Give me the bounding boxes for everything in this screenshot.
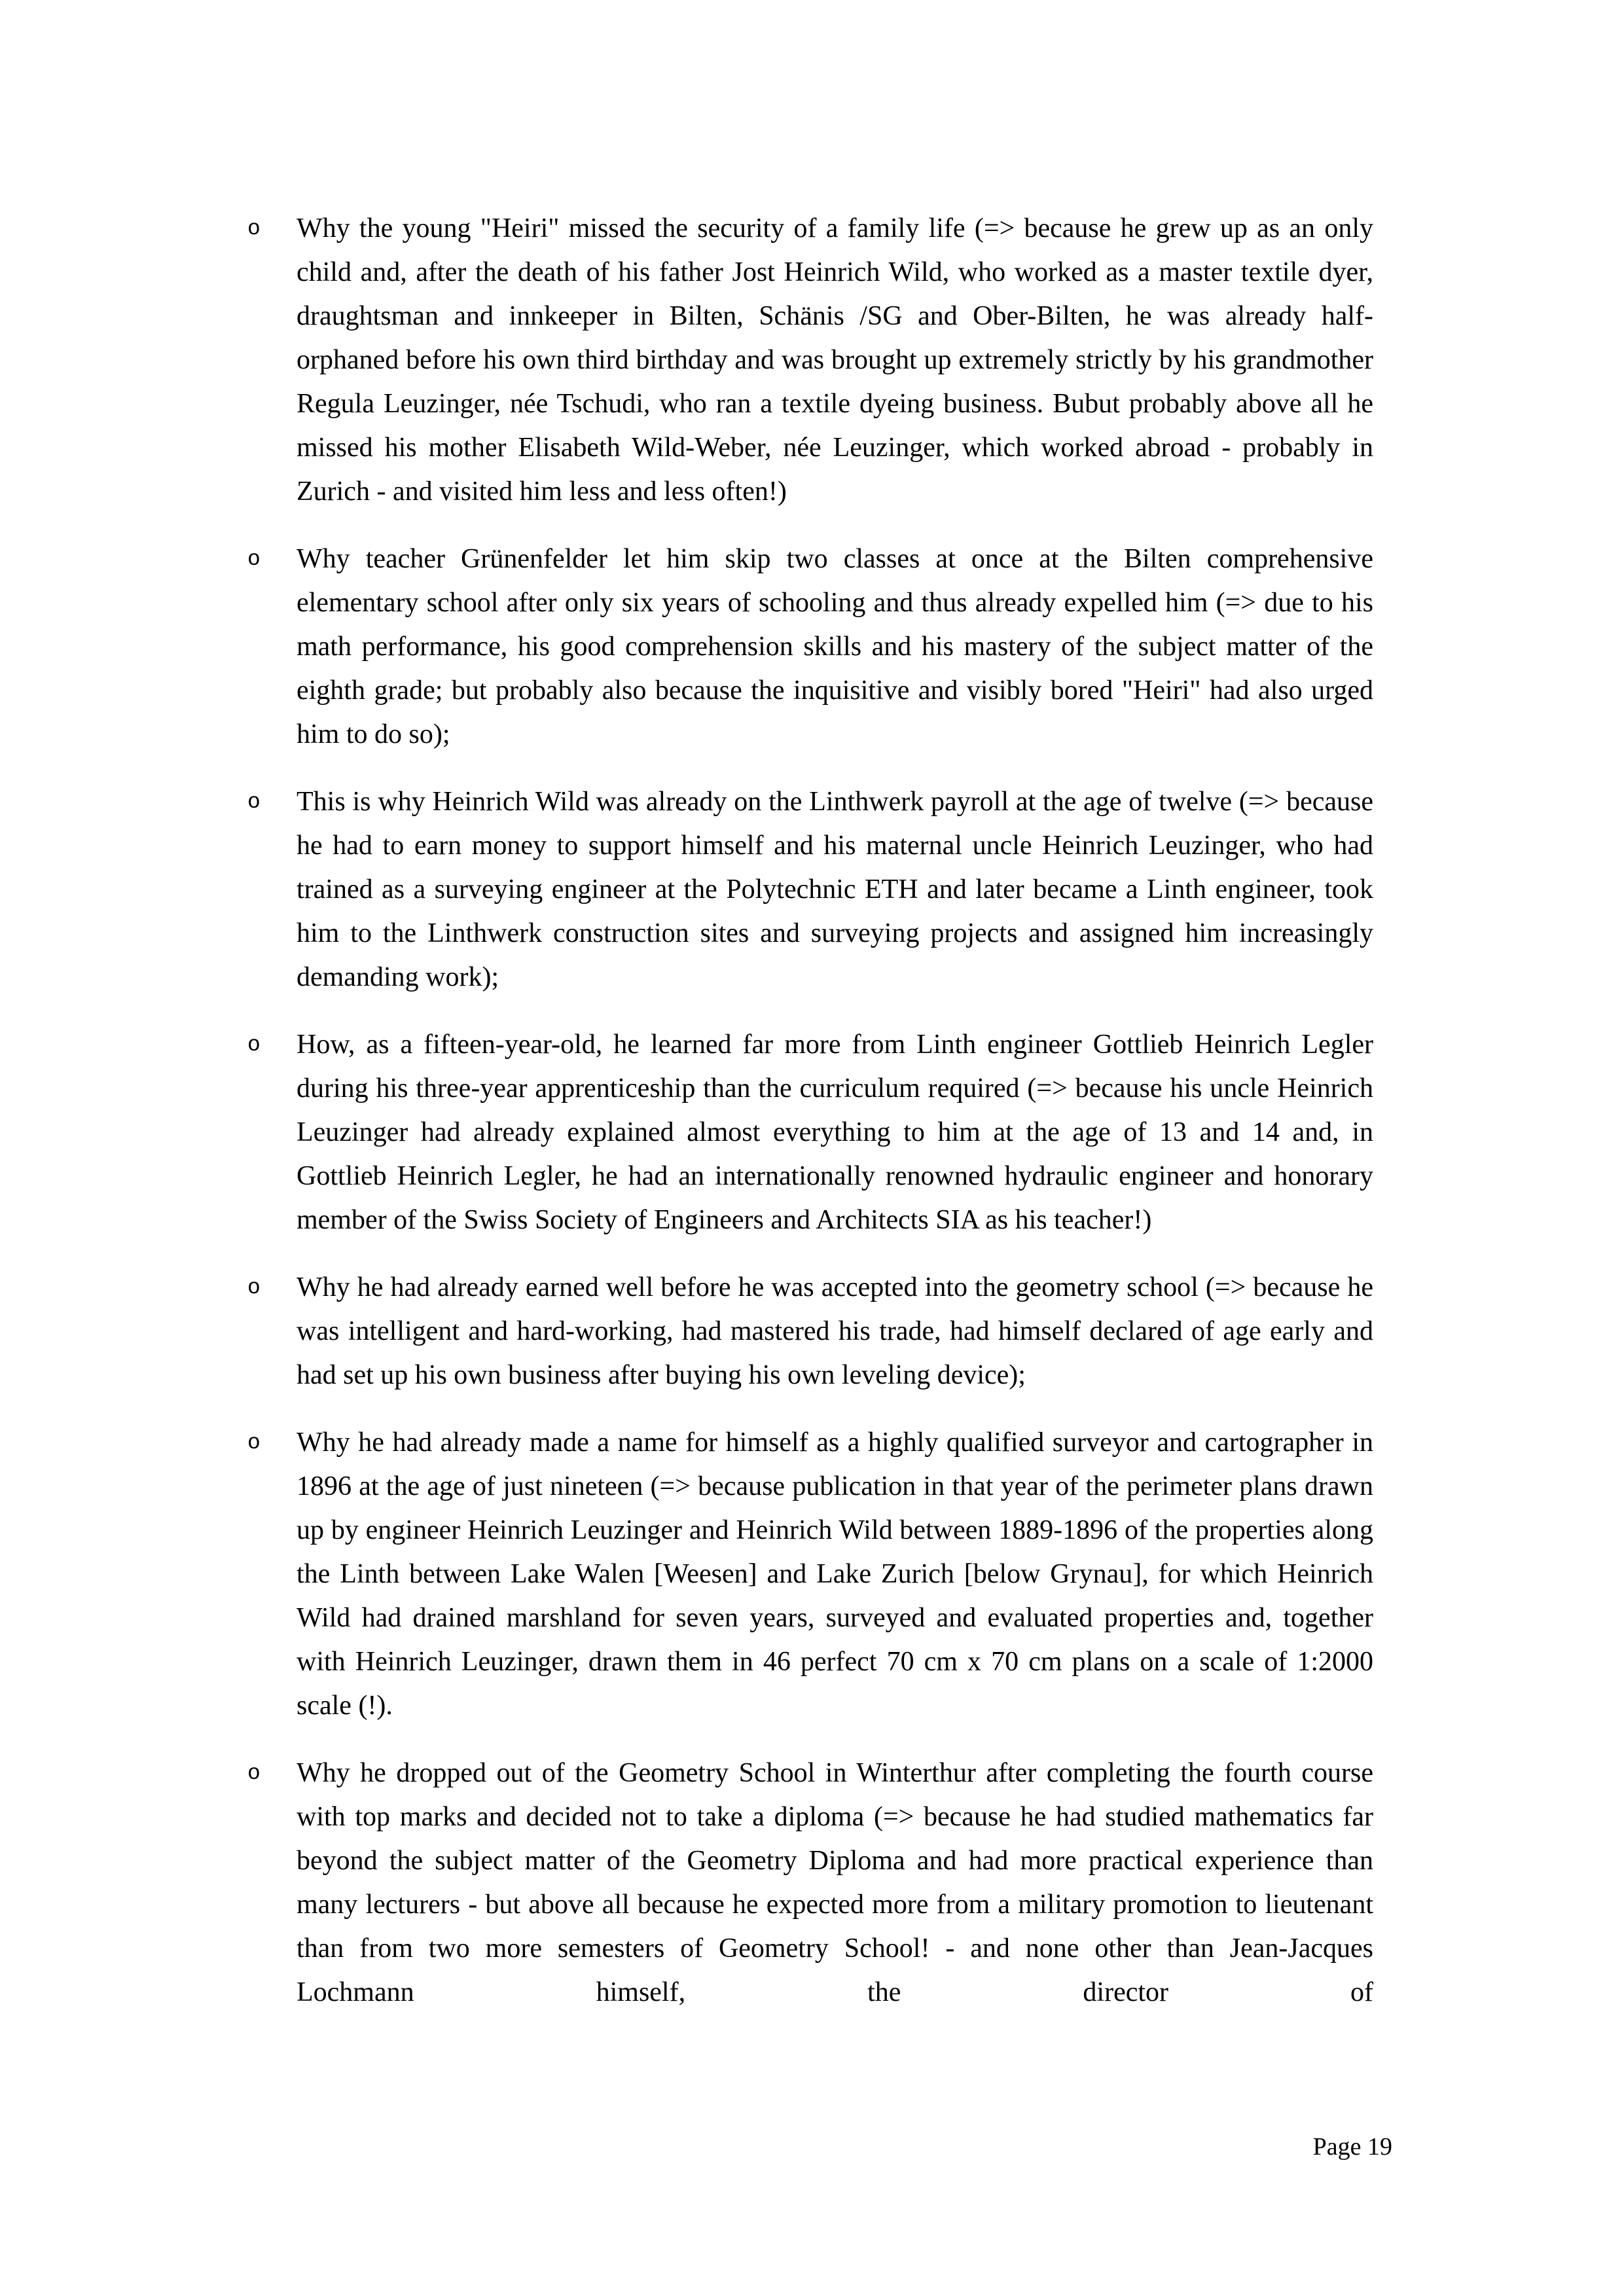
page-number: Page 19 xyxy=(1312,2133,1392,2161)
bullet-text: Why he had already made a name for himself as a highly qualified surveyor and cartographer in 1896 at the age of just nineteen (=> because publication in that year of the perimeter plans drawn up by engineer Heinrich Leuzinger and Heinrich Wild between 1889-1896 of the properties along the Linth between Lake Walen [Weesen] and Lake Zurich [below Grynau], for which Heinrich Wild had drained marshland for seven years, surveyed and evaluated properties and, together with Heinrich Leuzinger, drawn them in 46 perfect 70 cm x 70 cm plans on a scale of 1:2000 scale (!). xyxy=(297,1427,1373,1721)
bullet-text: Why the young "Heiri" missed the security of a family life (=> because he grew up as an only child and, after the death of his father Jost Heinrich Wild, who worked as a master textile dyer, draughtsman and innkeeper in Bilten, Schänis /SG and Ober-Bilten, he was already half-orphaned before his own third birthday and was brought up extremely strictly by his grandmother Regula Leuzinger, née Tschudi, who ran a textile dyeing business. Bubut probably above all he missed his mother Elisabeth Wild-Weber, née Leuzinger, which worked abroad - probably in Zurich - and visited him less and less often!) xyxy=(297,213,1373,507)
bullet-marker: o xyxy=(247,1276,261,1300)
bullet-text: Why teacher Grünenfelder let him skip two classes at once at the Bilten comprehensive elementary school after only six years of schooling and thus already expelled him (=> due to his math performance, his good comprehension skills and his mastery of the subject matter of the eighth grade; but probably also because the inquisitive and visibly bored "Heiri" had also urged him to do so); xyxy=(297,544,1373,749)
bullet-item xyxy=(247,1023,1373,1242)
bullet-marker: o xyxy=(247,790,261,814)
bullet-marker: o xyxy=(247,217,261,241)
bullet-marker: o xyxy=(247,547,261,571)
bullet-item xyxy=(247,537,1373,757)
bullet-text: Why he had already earned well before he was accepted into the geometry school (=> because he was intelligent and hard-working, had mastered his trade, had himself declared of age early and had set up his own business after buying his own leveling device); xyxy=(297,1272,1373,1390)
bullet-item xyxy=(247,780,1373,999)
bullet-list xyxy=(247,207,1373,2038)
bullet-marker: o xyxy=(247,1033,261,1057)
bullet-item xyxy=(247,1421,1373,1728)
bullet-item xyxy=(247,1751,1373,2015)
bullet-item xyxy=(247,1266,1373,1397)
bullet-text: How, as a fifteen-year-old, he learned far more from Linth engineer Gottlieb Heinrich Legler during his three-year apprenticeship than the curriculum required (=> because his uncle Heinrich Leuzinger had already explained almost everything to him at the age of 13 and 14 and, in Gottlieb Heinrich Legler, he had an internationally renowned hydraulic engineer and honorary member of the Swiss Society of Engineers and Architects SIA as his teacher!) xyxy=(297,1030,1373,1235)
bullet-marker: o xyxy=(247,1761,261,1785)
bullet-text: This is why Heinrich Wild was already on the Linthwerk payroll at the age of twelve (=> because he had to earn money to support himself and his maternal uncle Heinrich Leuzinger, who had trained as a surveying engineer at the Polytechnic ETH and later became a Linth engineer, took him to the Linthwerk construction sites and surveying projects and assigned him increasingly demanding work); xyxy=(297,787,1373,992)
bullet-marker: o xyxy=(247,1431,261,1455)
bullet-item xyxy=(247,207,1373,514)
bullet-text: Why he dropped out of the Geometry School in Winterthur after completing the fourth course with top marks and decided not to take a diploma (=> because he had studied mathematics far beyond the subject matter of the Geometry Diploma and had more practical experience than many lecturers - but above all because he expected more from a military promotion to lieutenant than from two more semesters of Geometry School! - and none other than Jean-Jacques Lochmann himself, the director of xyxy=(297,1758,1373,2007)
